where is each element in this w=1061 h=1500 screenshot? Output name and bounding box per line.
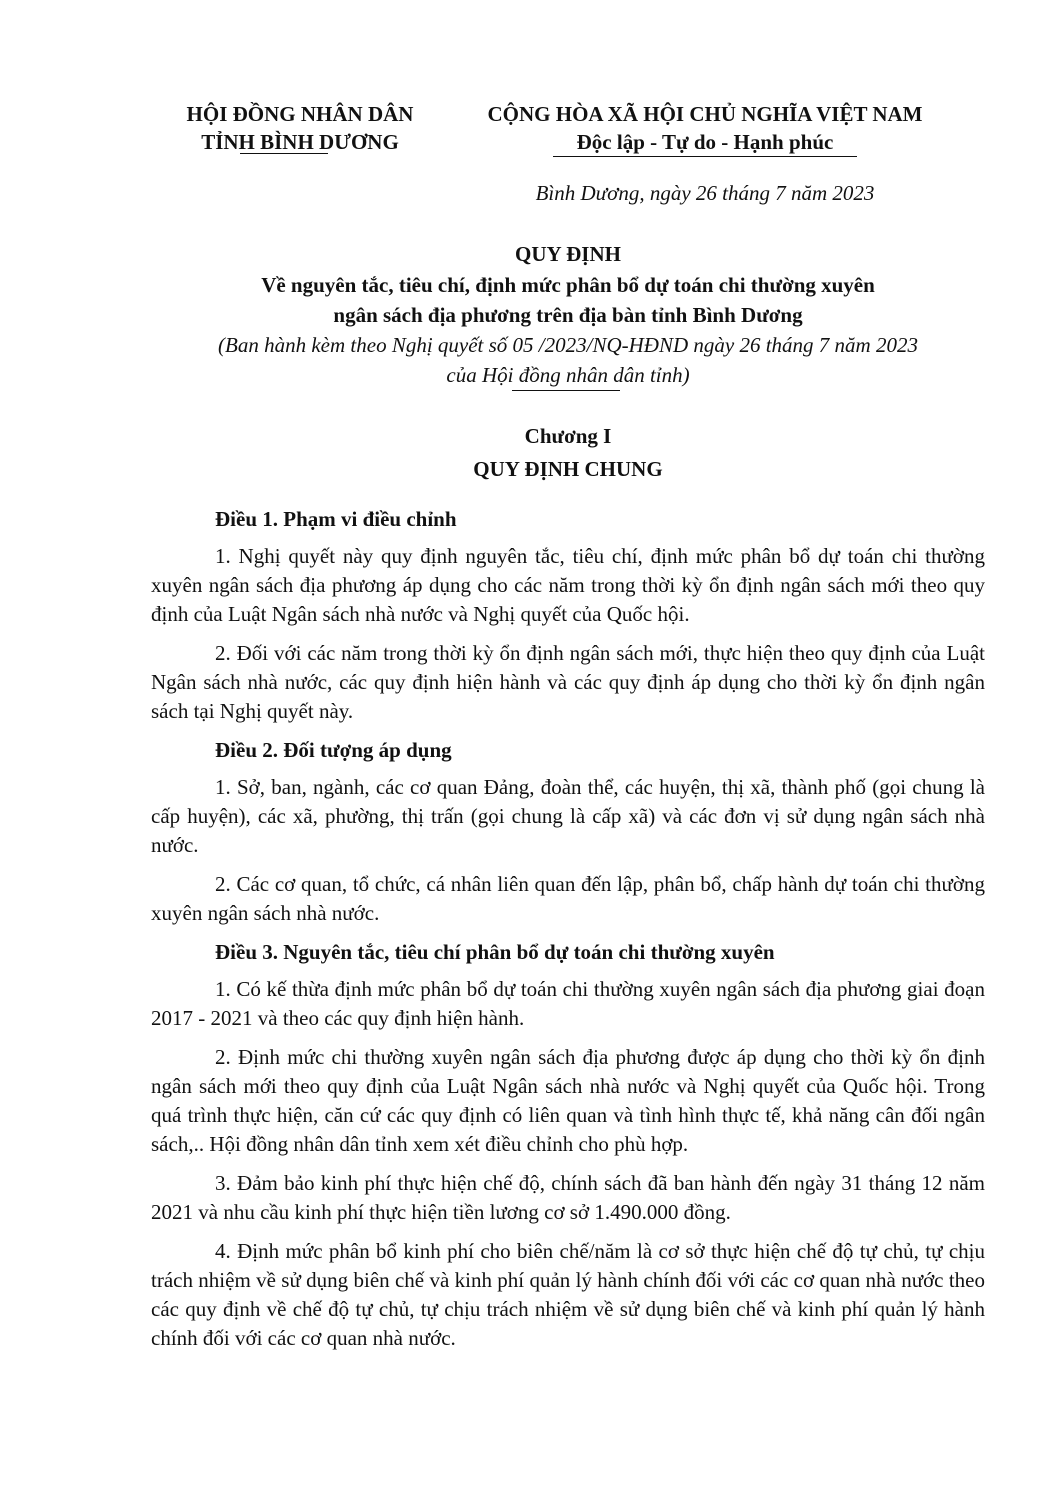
article-paragraph: 2. Định mức chi thường xuyên ngân sách địa phương được áp dụng cho thời kỳ ổn định ngân sách mới theo quy định của Luật Ngân sách nhà nước và Nghị quyết của Quốc hội. Trong quá trình thực hiện, căn cứ các quy định có liên quan và tình hình thực tế, khả năng cân đối ngân sách,.. Hội đồng nhân dân tỉnh xem xét điều chỉnh cho phù hợp. <box>151 1045 985 1156</box>
article-paragraph: 1. Có kế thừa định mức phân bổ dự toán chi thường xuyên ngân sách địa phương giai đoạn 2017 - 2021 và theo các quy định hiện hành. <box>151 977 985 1030</box>
authority-underline <box>240 153 328 154</box>
article-3 <box>151 938 985 1353</box>
article-paragraph: 3. Đảm bảo kinh phí thực hiện chế độ, chính sách đã ban hành đến ngày 31 tháng 12 năm 2021 và nhu cầu kinh phí thực hiện tiền lương cơ sở 1.490.000 đồng. <box>151 1171 985 1224</box>
motto: Độc lập - Tự do - Hạnh phúc <box>576 130 834 154</box>
authority-line-2: TỈNH BÌNH DƯƠNG <box>201 130 399 154</box>
chapter-number: Chương I <box>524 424 612 448</box>
chapter-heading <box>150 420 986 486</box>
issuance-note-line-1: (Ban hành kèm theo Nghị quyết số 05 /2023/NQ-HĐND ngày 26 tháng 7 năm 2023 <box>218 333 918 357</box>
article-1 <box>151 505 985 726</box>
document-title-block <box>150 239 986 390</box>
title-underline <box>512 390 620 391</box>
article-paragraph: 2. Các cơ quan, tổ chức, cá nhân liên quan đến lập, phân bổ, chấp hành dự toán chi thường xuyên ngân sách nhà nước. <box>151 872 985 925</box>
national-motto <box>440 100 970 156</box>
document-subject-line-2: ngân sách địa phương trên địa bàn tỉnh Bình Dương <box>333 303 803 327</box>
article-2 <box>151 736 985 928</box>
article-paragraph: 1. Sở, ban, ngành, các cơ quan Đảng, đoàn thể, các huyện, thị xã, thành phố (gọi chung là cấp huyện), các xã, phường, thị trấn (gọi chung là cấp xã) và các đơn vị sử dụng ngân sách nhà nước. <box>151 775 985 857</box>
article-paragraph: 2. Đối với các năm trong thời kỳ ổn định ngân sách mới, thực hiện theo quy định của Luật Ngân sách nhà nước, các quy định hiện hành và các quy định áp dụng cho thời kỳ ổn định ngân sách tại Nghị quyết này. <box>151 641 985 723</box>
article-heading: Điều 3. Nguyên tắc, tiêu chí phân bổ dự toán chi thường xuyên <box>215 940 775 964</box>
article-paragraph: 4. Định mức phân bổ kinh phí cho biên chế/năm là cơ sở thực hiện chế độ tự chủ, tự chịu trách nhiệm về sử dụng biên chế và kinh phí quản lý hành chính đối với các cơ quan nhà nước theo các quy định về chế độ tự chủ, tự chịu trách nhiệm về sử dụng biên chế và kinh phí quản lý hành chính đối với các cơ quan nhà nước. <box>151 1239 985 1350</box>
document-type: QUY ĐỊNH <box>515 242 621 266</box>
motto-underline <box>553 156 857 157</box>
nation-name: CỘNG HÒA XÃ HỘI CHỦ NGHĨA VIỆT NAM <box>487 102 923 126</box>
issuance-note-line-2: của Hội đồng nhân dân tỉnh) <box>446 363 690 387</box>
document-subject-line-1: Về nguyên tắc, tiêu chí, định mức phân bổ dự toán chi thường xuyên <box>261 273 875 297</box>
chapter-name: QUY ĐỊNH CHUNG <box>473 457 663 481</box>
article-heading: Điều 1. Phạm vi điều chỉnh <box>215 507 457 531</box>
issue-date: Bình Dương, ngày 26 tháng 7 năm 2023 <box>535 181 875 205</box>
issuing-authority <box>150 100 450 156</box>
authority-line-1: HỘI ĐỒNG NHÂN DÂN <box>186 102 414 126</box>
document-body <box>151 505 985 1363</box>
article-paragraph: 1. Nghị quyết này quy định nguyên tắc, tiêu chí, định mức phân bổ dự toán chi thường xuyên ngân sách địa phương áp dụng cho các năm trong thời kỳ ổn định ngân sách mới theo quy định của Luật Ngân sách nhà nước và Nghị quyết của Quốc hội. <box>151 544 985 626</box>
article-heading: Điều 2. Đối tượng áp dụng <box>215 738 452 762</box>
